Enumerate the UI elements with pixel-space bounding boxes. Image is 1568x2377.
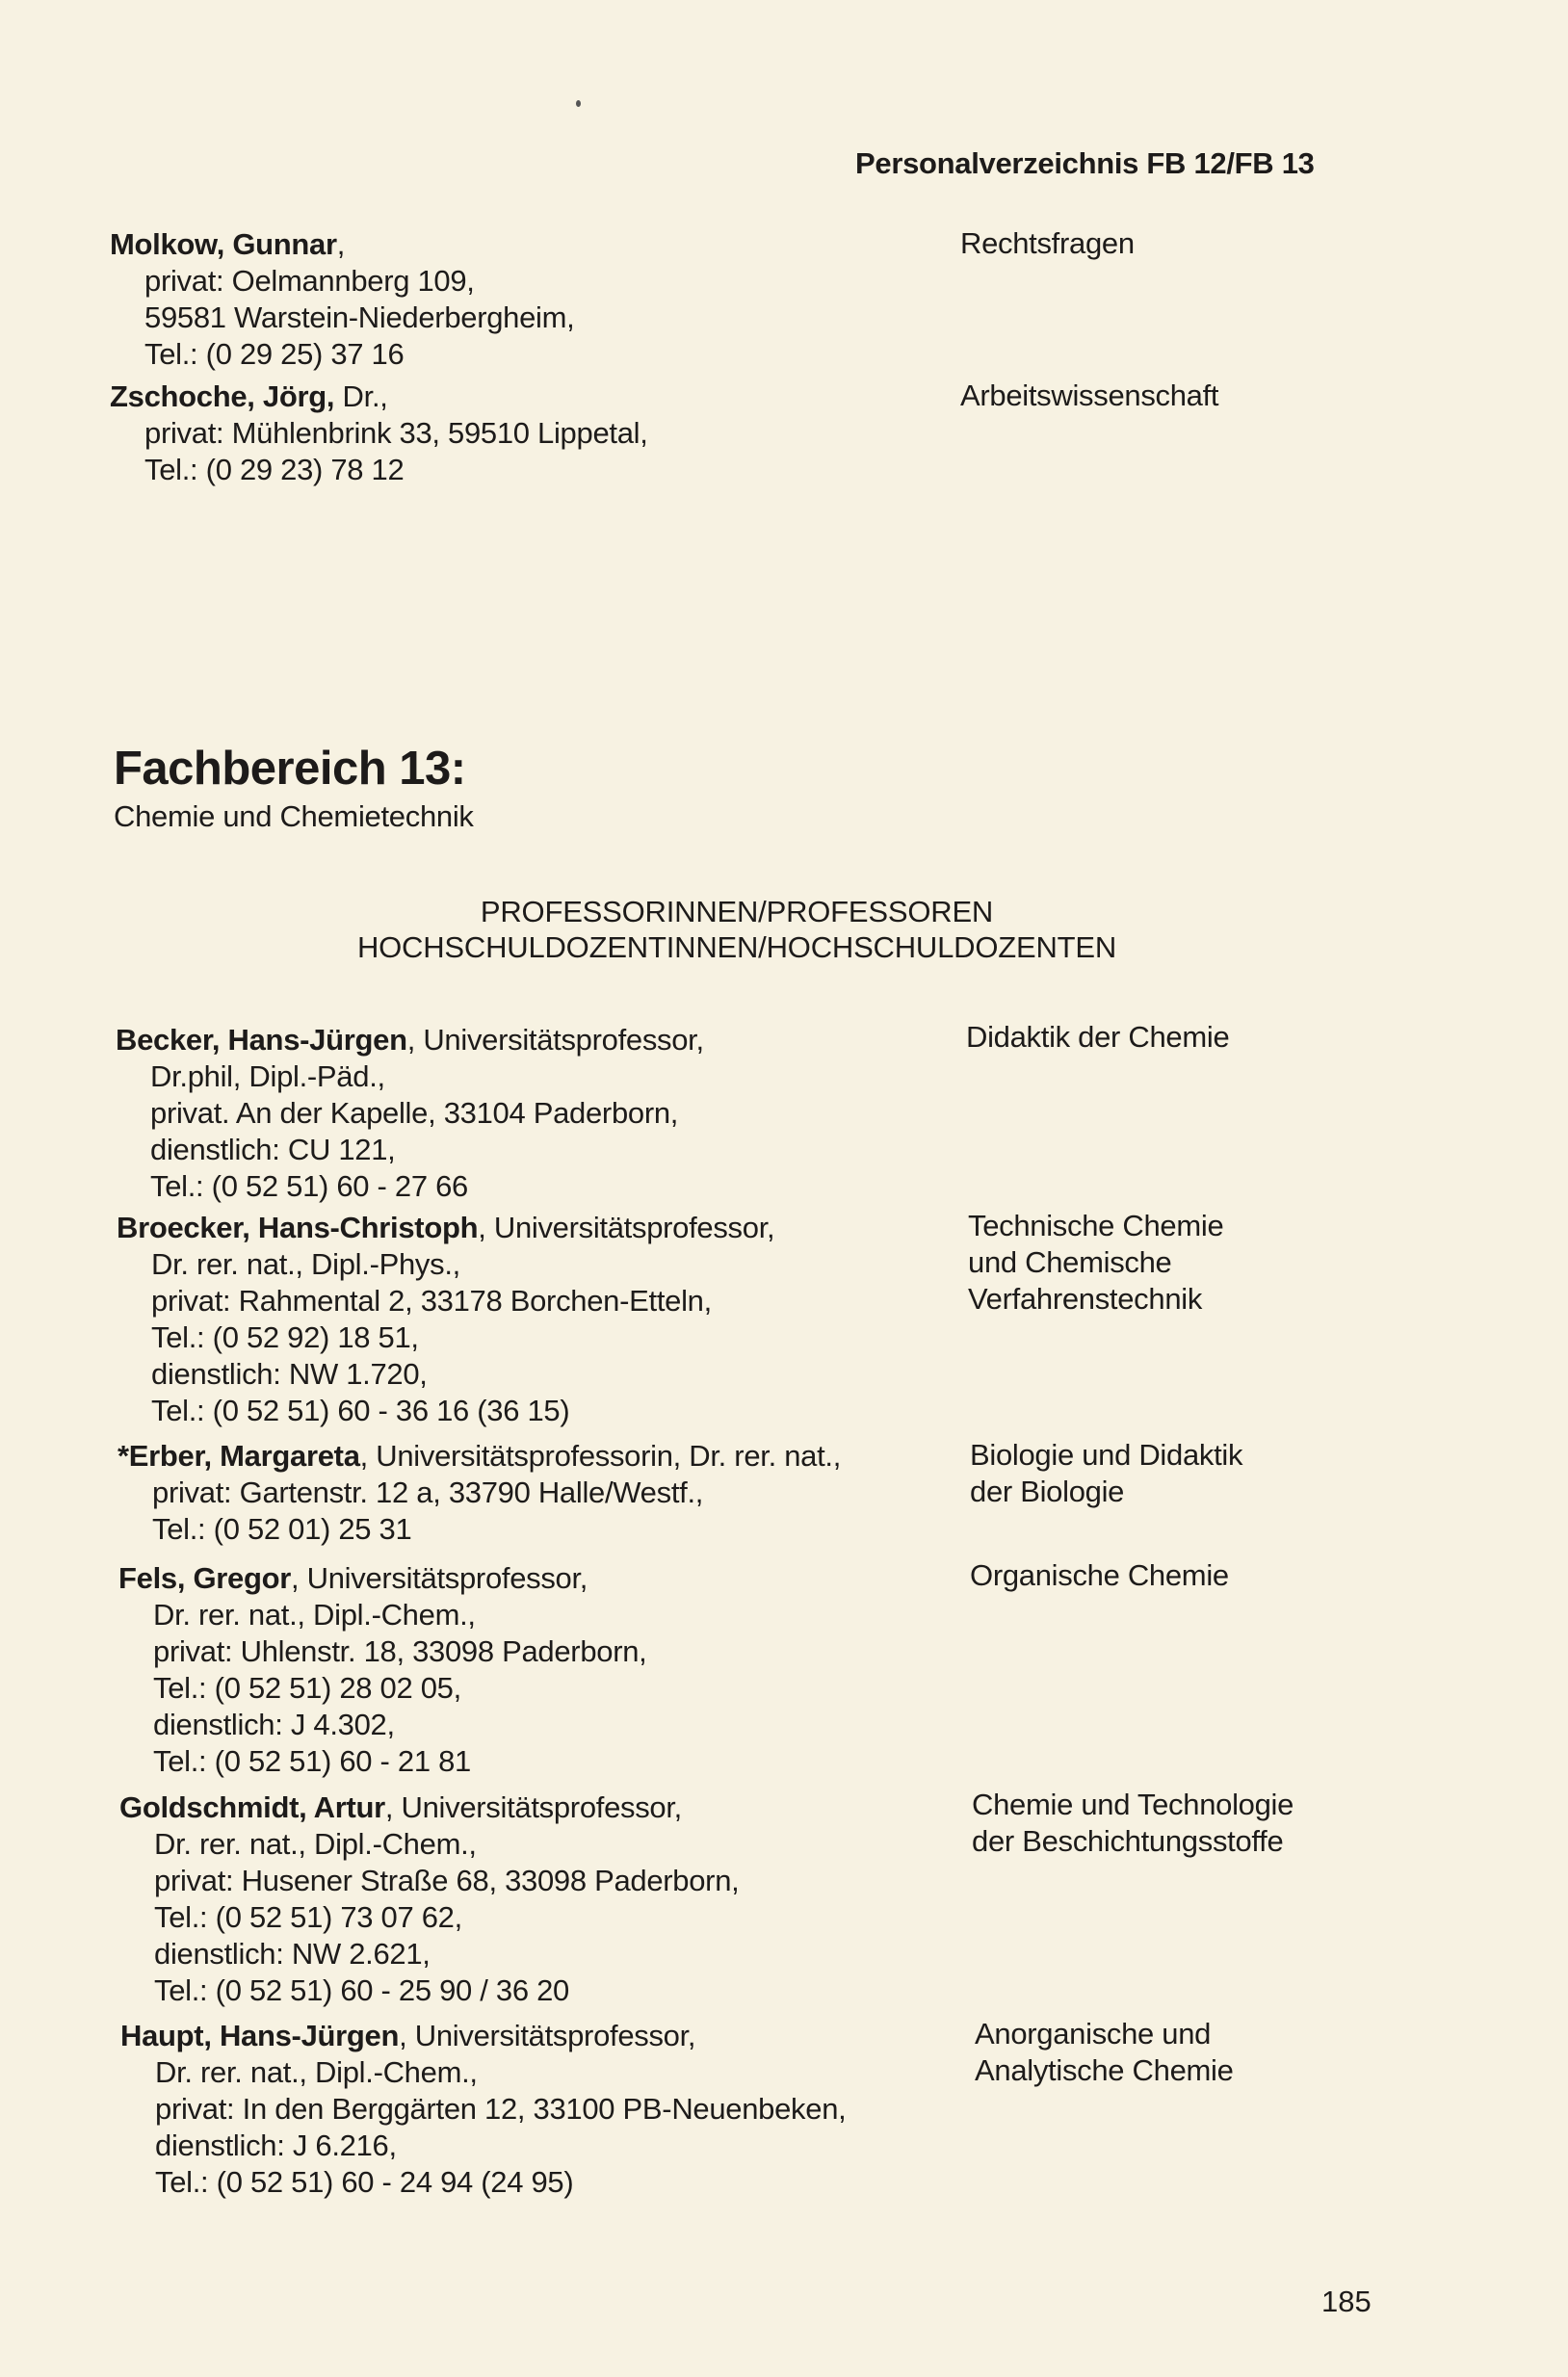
person-detail-line: privat: Mühlenbrink 33, 59510 Lippetal, [144,416,648,450]
person-detail-line: Tel.: (0 52 51) 28 02 05, [153,1671,461,1705]
person-title: , Universitätsprofessor, [399,2019,696,2052]
field-line: Verfahrenstechnik [968,1282,1203,1316]
person-detail-line: Dr.phil, Dipl.-Päd., [150,1059,385,1093]
person-entry-broecker [117,1210,774,1429]
person-field [972,1787,1294,1860]
field-line: Anorganische und [975,2017,1212,2050]
person-name: Becker, Hans-Jürgen [116,1023,407,1057]
person-detail-line: dienstlich: J 6.216, [155,2129,397,2162]
person-field [960,225,1135,262]
page-number: 185 [1321,2285,1372,2318]
section-title: Fachbereich 13: [114,743,466,795]
person-detail-line: Tel.: (0 29 23) 78 12 [144,453,405,486]
person-detail-line: privat: Gartenstr. 12 a, 33790 Halle/Westf., [152,1476,704,1509]
person-detail-line: privat: In den Berggärten 12, 33100 PB-Neuenbeken, [155,2092,847,2126]
person-title: , Universitätsprofessor, [291,1561,588,1595]
person-detail-line: privat: Uhlenstr. 18, 33098 Paderborn, [153,1634,647,1668]
person-entry-becker [116,1022,704,1205]
field-line: der Beschichtungsstoffe [972,1824,1284,1858]
field-line: Chemie und Technologie [972,1788,1294,1821]
person-entry-molkow [110,226,574,373]
person-detail-line: privat. An der Kapelle, 33104 Paderborn, [150,1096,679,1130]
person-name: Zschoche, Jörg, [110,379,335,413]
person-name: Goldschmidt, Artur [119,1790,385,1824]
person-detail-line: Tel.: (0 52 51) 60 - 25 90 / 36 20 [154,1973,569,2007]
person-detail-line: Tel.: (0 52 51) 73 07 62, [154,1900,462,1934]
person-detail-line: privat: Oelmannberg 109, [144,264,475,298]
person-field [968,1208,1223,1318]
person-detail-line: dienstlich: CU 121, [150,1133,396,1166]
person-detail-line: Dr. rer. nat., Dipl.-Chem., [155,2055,478,2089]
field-line: und Chemische [968,1245,1172,1279]
person-detail-line: dienstlich: NW 2.621, [154,1937,431,1971]
person-name: Haupt, Hans-Jürgen [120,2019,400,2052]
person-detail-line: Dr. rer. nat., Dipl.-Chem., [153,1598,476,1632]
running-head: Personalverzeichnis FB 12/FB 13 [855,146,1315,180]
person-detail-line: Tel.: (0 52 51) 60 - 27 66 [150,1169,468,1203]
person-title: Dr., [334,379,388,413]
person-title: , Universitätsprofessor, [478,1211,775,1244]
category-heading-line-1: PROFESSORINNEN/PROFESSOREN [480,895,994,928]
person-detail-line: Tel.: (0 52 51) 60 - 36 16 (36 15) [151,1394,570,1427]
person-detail-line: Tel.: (0 52 92) 18 51, [151,1320,419,1354]
person-entry-erber [118,1438,841,1548]
category-heading-line-2: HOCHSCHULDOZENTINNEN/HOCHSCHULDOZENTEN [356,930,1117,964]
field-line: der Biologie [970,1475,1125,1508]
person-detail-line: dienstlich: J 4.302, [153,1708,395,1741]
person-entry-fels [118,1560,646,1780]
person-entry-haupt [120,2018,846,2201]
person-title: , [336,227,346,261]
person-detail-line: Tel.: (0 52 01) 25 31 [152,1512,412,1546]
person-name: Molkow, Gunnar [110,227,337,261]
person-entry-zschoche [110,379,648,488]
person-field [960,378,1218,414]
person-detail-line: Dr. rer. nat., Dipl.-Chem., [154,1827,477,1861]
person-detail-line: privat: Husener Straße 68, 33098 Paderborn, [154,1864,740,1897]
person-field [970,1437,1242,1510]
person-detail-line: Tel.: (0 29 25) 37 16 [144,337,405,371]
person-entry-goldschmidt [119,1789,739,2009]
person-detail-line: Dr. rer. nat., Dipl.-Phys., [151,1247,460,1281]
section-subtitle: Chemie und Chemietechnik [114,799,474,833]
person-field [975,2016,1234,2089]
field-line: Analytische Chemie [975,2053,1234,2087]
field-line: Didaktik der Chemie [966,1020,1230,1054]
person-name: Fels, Gregor [118,1561,292,1595]
person-field [970,1557,1229,1594]
person-detail-line: Tel.: (0 52 51) 60 - 24 94 (24 95) [155,2165,574,2199]
person-field [966,1019,1229,1056]
person-title: , Universitätsprofessorin, Dr. rer. nat., [359,1439,842,1473]
person-detail-line: 59581 Warstein-Niederbergheim, [144,300,575,334]
print-speck [576,100,581,107]
person-detail-line: privat: Rahmental 2, 33178 Borchen-Etteln, [151,1284,712,1318]
field-line: Technische Chemie [968,1209,1224,1242]
person-name: *Erber, Margareta [118,1439,360,1473]
field-line: Organische Chemie [970,1558,1229,1592]
field-line: Biologie und Didaktik [970,1438,1243,1472]
field-line: Rechtsfragen [960,226,1135,260]
field-line: Arbeitswissenschaft [960,379,1219,412]
person-name: Broecker, Hans-Christoph [117,1211,479,1244]
person-title: , Universitätsprofessor, [406,1023,704,1057]
person-detail-line: Tel.: (0 52 51) 60 - 21 81 [153,1744,471,1778]
person-title: , Universitätsprofessor, [384,1790,682,1824]
person-detail-line: dienstlich: NW 1.720, [151,1357,428,1391]
